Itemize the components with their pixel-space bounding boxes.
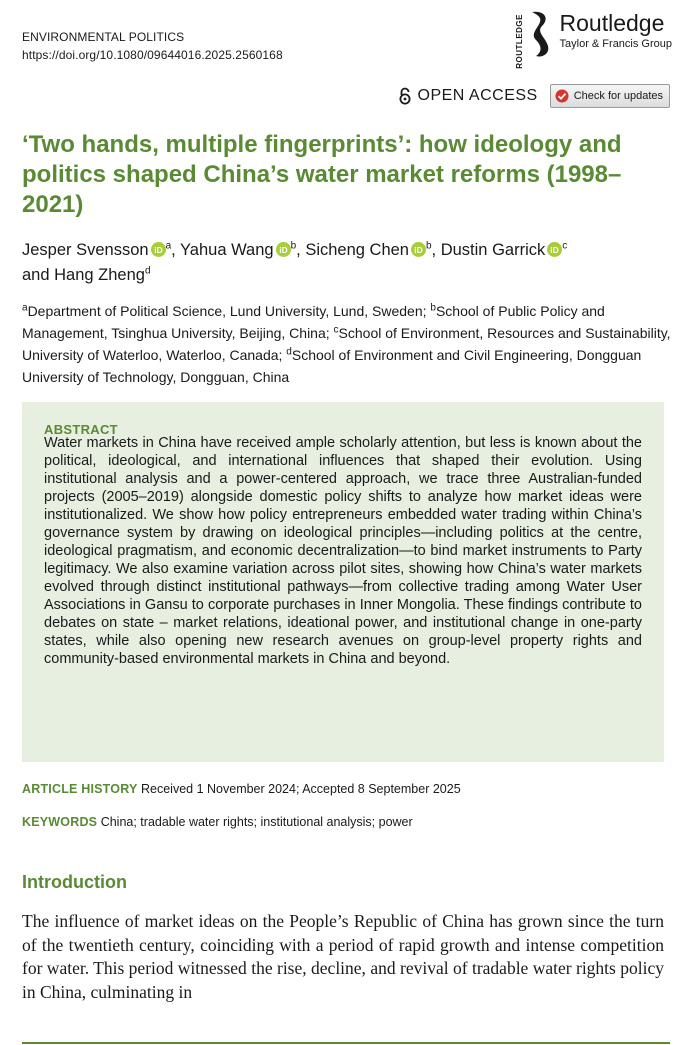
body-paragraph: The influence of market ideas on the People’s Republic of China has grown since the turn of the twentieth century, coinciding with a period of rapid growth and intense competition for water. This period witnessed the rise, decline, and revival of tradable water rights policy in China, culminating in — [22, 911, 664, 1002]
routledge-mark-icon — [526, 8, 554, 60]
publisher-subtitle: Taylor & Francis Group — [559, 38, 672, 50]
page-divider — [22, 1042, 670, 1044]
svg-text:iD: iD — [278, 244, 288, 255]
keywords — [22, 813, 413, 831]
author[interactable]: Dustin Garrick iD $^c$ — [440, 240, 568, 259]
check-for-updates-button[interactable] — [550, 84, 670, 108]
orcid-icon[interactable] — [411, 242, 426, 257]
author[interactable]: and Hang Zheng$^d$ — [22, 265, 151, 284]
orcid-icon[interactable] — [547, 242, 562, 257]
article-title: ‘Two hands, multiple fingerprints’: how ideology and politics shaped China’s water market reforms (1998–2021) — [22, 131, 622, 218]
orcid-icon[interactable] — [276, 242, 291, 257]
open-access-label: OPEN ACCESS — [417, 87, 538, 104]
orcid-icon[interactable] — [151, 242, 166, 257]
open-access-icon — [398, 87, 412, 105]
affiliations: $^a$Department of Political Science, Lund University, Lund, Sweden; $^b$School of Public Policy and Management, Tsinghua University, Beijing, China; $^c$School of Environment, Resources and Sustainability, University of Waterloo, Waterloo, Canada; $^d$School of Environment and Civil Engineering, Dongguan University of Technology, Dongguan, China — [22, 302, 671, 385]
section-title: Introduction — [22, 872, 127, 892]
publisher-name: Routledge — [559, 10, 665, 36]
svg-text:iD: iD — [414, 244, 423, 255]
access-bar — [398, 84, 670, 108]
author[interactable]: Yahua Wang iD $^b$ — [180, 240, 297, 259]
crossmark-icon — [555, 89, 569, 103]
doi-link[interactable]: https://doi.org/10.1080/09644016.2025.2560168 — [22, 48, 283, 62]
abstract-text: Water markets in China have received ample scholarly attention, but less is known about the political, ideological, and international influences that shaped their evolution. Using institutional analysis and a power-centered approach, we trace three Australian-funded projects (2005–2019) alongside domestic policy shifts to analyze how market ideas were institutionalized. We show how policy entrepreneurs embedded water trading within China’s governance system by drawing on ideological principles—including politics at the centre, ideological pragmatism, and economic decentralization—to bind market instruments to Party legitimacy. We also examine variation across pilot sites, showing how China’s water markets evolved through distinct institutional pathways—from collective trading among Water User Associations in Gansu to corporate purchases in Inner Mongolia. These findings contribute to debates on state – market relations, ideational power, and institutional change in one-party states, while also opening new research avenues on group-level property rights and community-based environmental markets in China and beyond. — [44, 435, 642, 667]
journal-name: ENVIRONMENTAL POLITICS — [22, 30, 185, 44]
keywords-text: China; tradable water rights; institutional analysis; power — [100, 815, 413, 829]
abstract-heading: ABSTRACT — [44, 422, 118, 437]
journal-info — [22, 28, 283, 64]
check-for-updates-label: Check for updates — [573, 90, 663, 102]
abstract-box — [22, 402, 664, 762]
author[interactable]: Jesper Svensson iD $^a$ — [22, 240, 172, 259]
publisher-logo — [515, 8, 672, 69]
author[interactable]: Sicheng Chen iD $^b$ — [305, 240, 432, 259]
svg-text:iD: iD — [550, 244, 559, 255]
keywords-label: KEYWORDS — [22, 815, 98, 829]
article-history-text: Received 1 November 2024; Accepted 8 September 2025 — [141, 782, 461, 796]
article-history — [22, 780, 461, 798]
author-list: Jesper Svensson iD $^a$, Yahua Wang iD $^b$, Sicheng Chen iD $^b$, Dustin Garrick iD $^c$ and Hang Zheng$^d$ — [22, 240, 568, 284]
svg-text:iD: iD — [153, 244, 163, 255]
publisher-vertical-text: ROUTLEDGE — [514, 14, 524, 69]
article-history-label: ARTICLE HISTORY — [22, 782, 138, 796]
